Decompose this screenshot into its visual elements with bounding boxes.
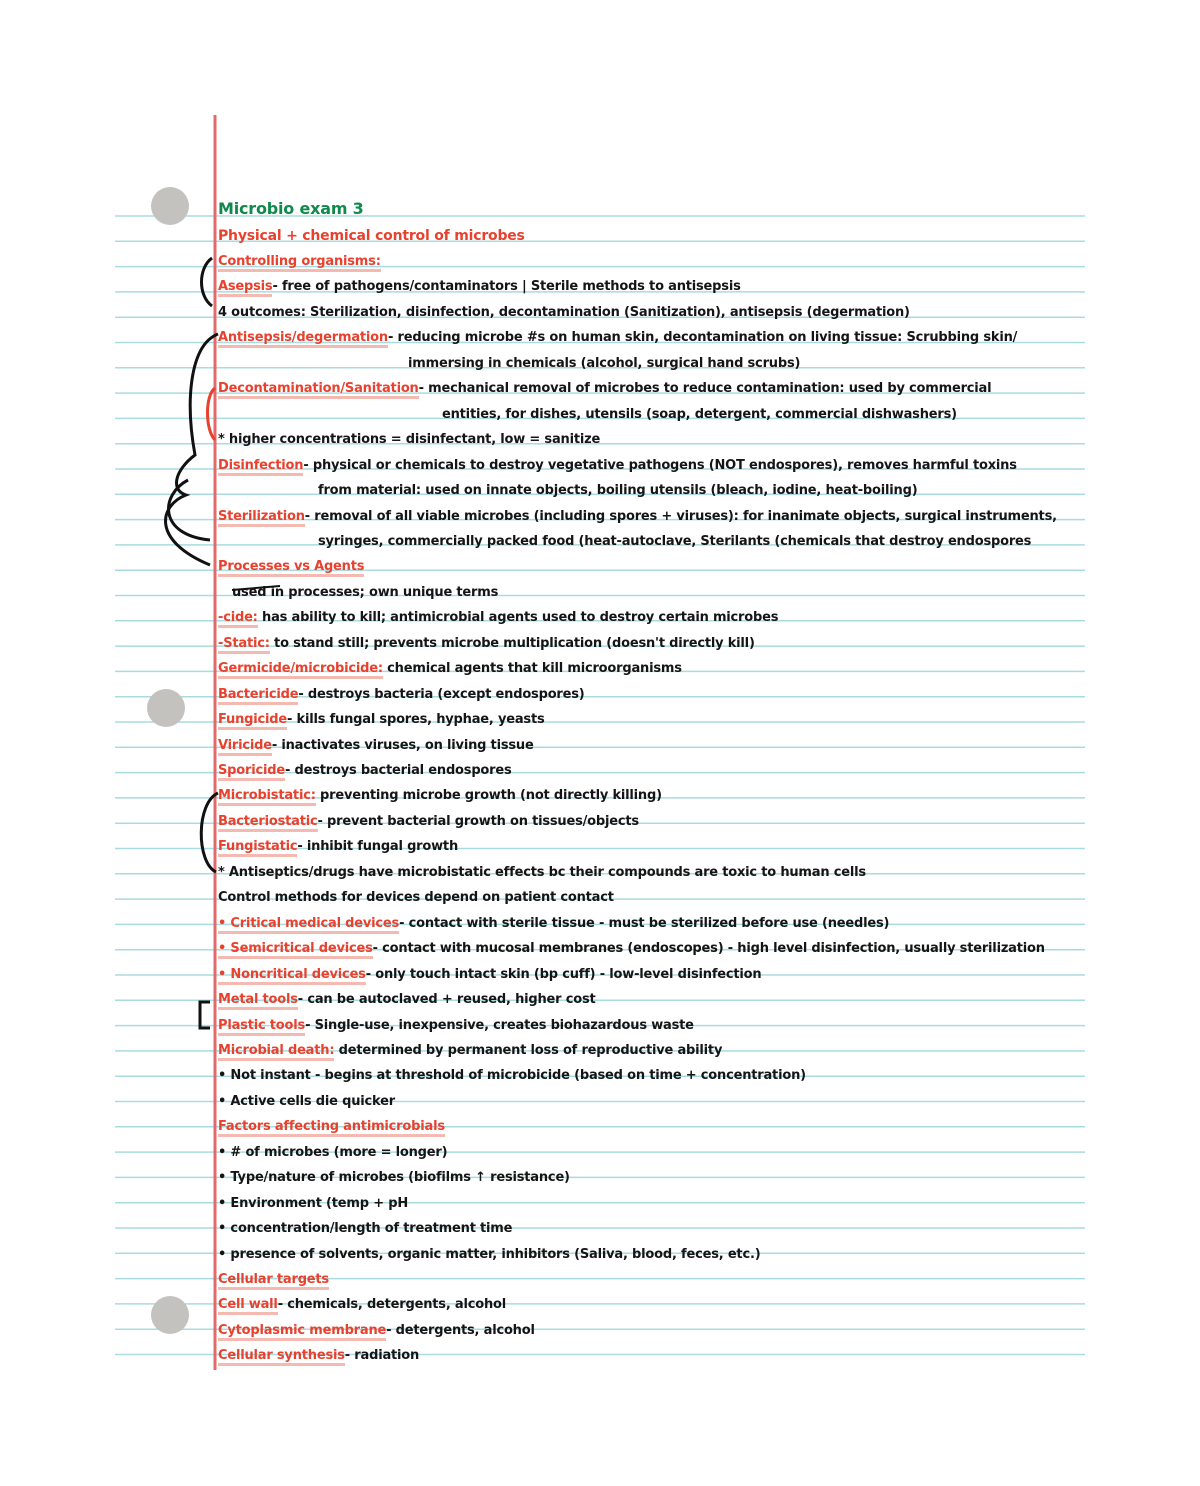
term-heading: Sterilization	[218, 509, 305, 527]
term-heading: • Semicritical devices	[218, 941, 373, 959]
bracket-mark	[232, 586, 280, 590]
term-heading: Asepsis	[218, 279, 272, 297]
term-text: • Not instant - begins at threshold of microbicide (based on time + concentration)	[218, 1068, 806, 1084]
term-text: - radiation	[344, 1348, 420, 1364]
term-text: - prevent bacterial growth on tissues/objects	[317, 813, 639, 829]
term-heading: Plastic tools	[218, 1018, 305, 1036]
term-heading: Antisepsis/degermation	[218, 330, 388, 348]
term-heading: Viricide	[218, 738, 272, 756]
term-heading: Cellular targets	[218, 1272, 329, 1290]
term-text: - physical or chemicals to destroy vegetative pathogens (NOT endospores), removes harmful toxins	[303, 457, 1017, 473]
term-heading: Controlling organisms:	[218, 254, 381, 272]
bracket-mark	[201, 793, 218, 872]
term-heading: Processes vs Agents	[218, 559, 364, 577]
term-heading: Bactericide	[218, 687, 298, 705]
bracket-mark	[208, 388, 216, 440]
term-text: 4 outcomes: Sterilization, disinfection, decontamination (Sanitization), antisepsis (degermation)	[218, 304, 910, 320]
term-heading: Factors affecting antimicrobials	[218, 1119, 445, 1137]
bracket-mark	[202, 258, 213, 306]
bracket-mark	[169, 480, 210, 540]
term-text: Control methods for devices depend on patient contact	[218, 890, 614, 906]
term-text: - detergents, alcohol	[386, 1322, 535, 1338]
term-text: - Single-use, inexpensive, creates biohazardous waste	[305, 1017, 694, 1033]
term-text: - free of pathogens/contaminators | Sterile methods to antisepsis	[272, 279, 741, 295]
term-heading: Cytoplasmic membrane	[218, 1323, 386, 1341]
term-heading: Decontamination/Sanitation	[218, 381, 419, 399]
term-text: * Antiseptics/drugs have microbistatic effects bc their compounds are toxic to human cells	[218, 864, 866, 880]
term-heading: Metal tools	[218, 992, 298, 1010]
term-heading: Fungicide	[218, 712, 287, 730]
term-text: used in processes; own unique terms	[232, 584, 499, 600]
term-text: - kills fungal spores, hyphae, yeasts	[287, 712, 545, 728]
term-text: - contact with mucosal membranes (endoscopes) - high level disinfection, usually sterilization	[372, 941, 1045, 957]
term-heading: Disinfection	[218, 458, 303, 476]
term-text: from material: used on innate objects, boiling utensils (bleach, iodine, heat-boiling)	[318, 483, 918, 499]
term-text: - chemicals, detergents, alcohol	[277, 1297, 507, 1313]
term-text: - removal of all viable microbes (including spores + viruses): for inanimate objects, surgical instruments,	[304, 508, 1057, 524]
term-heading: • Critical medical devices	[218, 916, 399, 934]
term-text: - inactivates viruses, on living tissue	[271, 737, 534, 753]
term-heading: Fungistatic	[218, 839, 297, 857]
term-text: - can be autoclaved + reused, higher cost	[297, 992, 596, 1008]
term-heading: Sporicide	[218, 763, 285, 781]
term-heading: • Noncritical devices	[218, 967, 366, 985]
term-text: immersing in chemicals (alcohol, surgical hand scrubs)	[408, 355, 801, 371]
term-heading: Microbistatic:	[218, 788, 316, 806]
bracket-mark	[166, 334, 218, 565]
term-text: - destroys bacterial endospores	[284, 763, 512, 778]
term-text: - contact with sterile tissue - must be sterilized before use (needles)	[399, 915, 890, 931]
term-text: • concentration/length of treatment time	[218, 1221, 513, 1237]
term-heading: Microbial death:	[218, 1043, 334, 1061]
bracket-mark	[200, 1002, 210, 1028]
term-text: determined by permanent loss of reproductive ability	[334, 1042, 723, 1058]
term-text: * higher concentrations = disinfectant, low = sanitize	[218, 432, 601, 448]
term-heading: Cellular synthesis	[218, 1348, 345, 1366]
term-text: chemical agents that kill microorganisms	[382, 661, 682, 677]
term-text: entities, for dishes, utensils (soap, detergent, commercial dishwashers)	[442, 406, 957, 422]
page-title: Microbio exam 3	[218, 199, 364, 218]
term-text: - only touch intact skin (bp cuff) - low-level disinfection	[365, 966, 762, 982]
term-heading: Bacteriostatic	[218, 814, 318, 832]
term-text: - destroys bacteria (except endospores)	[298, 686, 585, 702]
term-text: • presence of solvents, organic matter, inhibitors (Saliva, blood, feces, etc.)	[218, 1246, 761, 1262]
term-text: • Type/nature of microbes (biofilms ↑ resistance)	[218, 1170, 570, 1186]
term-text: has ability to kill; antimicrobial agents used to destroy certain microbes	[257, 610, 779, 626]
term-text: - reducing microbe #s on human skin, decontamination on living tissue: Scrubbing skin/	[387, 330, 1018, 346]
term-text: • Environment (temp + pH	[218, 1195, 409, 1211]
term-heading: Cell wall	[218, 1297, 278, 1315]
term-text: preventing microbe growth (not directly killing)	[315, 788, 662, 804]
term-heading: -cide:	[218, 610, 258, 628]
term-text: • # of microbes (more = longer)	[218, 1144, 448, 1160]
term-heading: -Static:	[218, 636, 270, 654]
term-text: to stand still; prevents microbe multiplication (doesn't directly kill)	[269, 635, 755, 651]
term-text: - mechanical removal of microbes to reduce contamination: used by commercial	[418, 381, 992, 397]
section-heading: Physical + chemical control of microbes	[218, 228, 525, 244]
term-text: syringes, commercially packed food (heat-autoclave, Sterilants (chemicals that destroy endospores	[318, 533, 1032, 549]
term-text: - inhibit fungal growth	[297, 839, 459, 855]
term-text: • Active cells die quicker	[218, 1093, 395, 1109]
term-heading: Germicide/microbicide:	[218, 661, 383, 679]
